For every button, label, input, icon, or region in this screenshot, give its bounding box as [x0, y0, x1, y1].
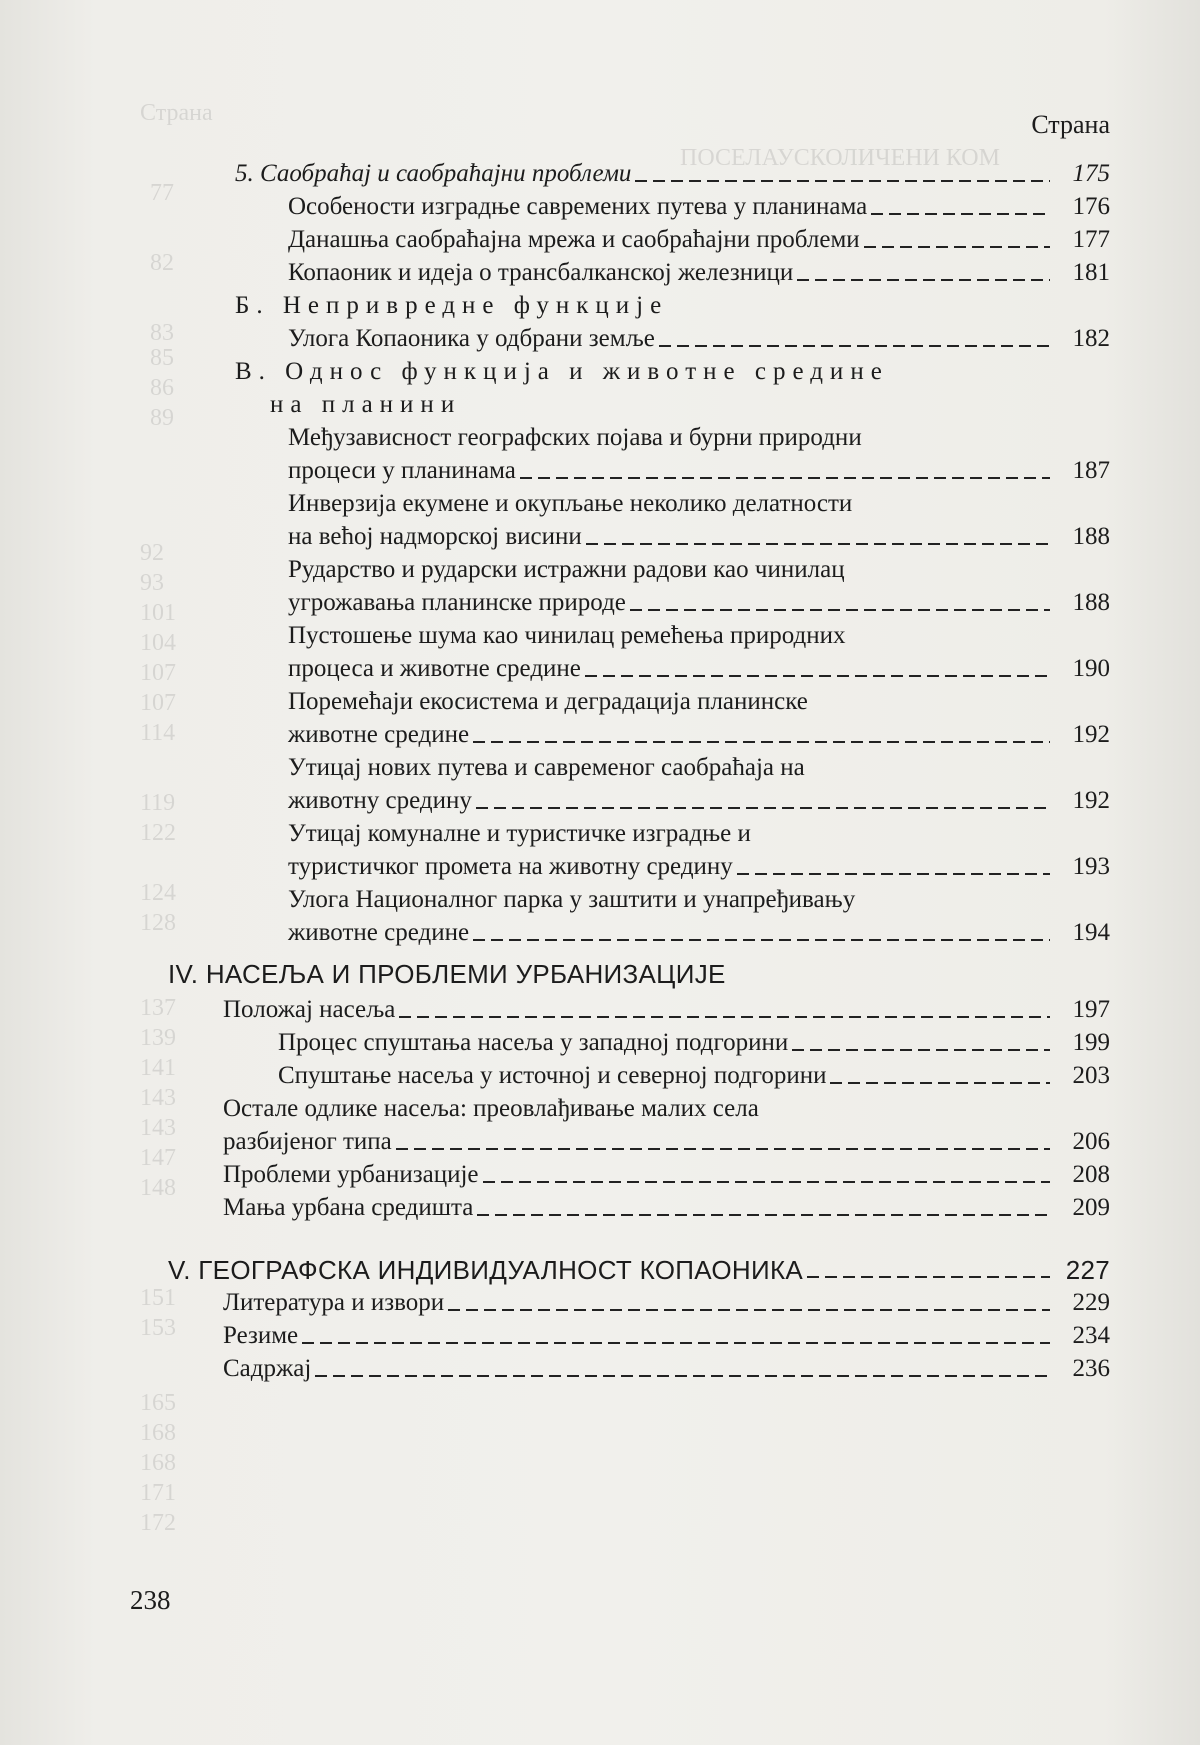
toc-entry: на већој надморској висини 188: [288, 523, 1110, 550]
toc-entry: туристичког промета на животну средину 193: [288, 853, 1110, 880]
toc-entry: 5. Саобраћај и саобраћајни проблеми 175: [235, 160, 1110, 187]
toc-entry: Спуштање насеља у источној и северној подгорини 203: [278, 1062, 1110, 1089]
toc-entry-line: Пустошење шума као чинилац ремећења природних: [288, 622, 846, 649]
toc-entry: Мања урбана средишта 209: [223, 1194, 1110, 1221]
toc-entry: Особености изградње савремених путева у планинама 176: [288, 193, 1110, 220]
toc-entry: Данашња саобраћајна мрежа и саобраћајни проблеми 177: [288, 226, 1110, 253]
toc-entry-line: Улога Националног парка у заштити и унапређивању: [288, 886, 856, 913]
toc-entry: угрожавања планинске природе 188: [288, 589, 1110, 616]
page-number: 238: [130, 1585, 171, 1615]
toc-entry: процеса и животне средине 190: [288, 655, 1110, 682]
bleed-through-text: Страна ПОСЕЛАУСКОЛИЧЕНИ КОМ 77 82 83 85 86 89 92 93 101 104 107 107 114 119 122 124 128 137 139 141 143 143 147 148 151 153 165 168 168 171 172: [140, 100, 1000, 1536]
toc-section-heading: Б. Непривредне функције: [235, 292, 669, 319]
toc-entry-line: Поремећаји екосистема и деградација планинске: [288, 688, 808, 715]
toc-entry: Проблеми урбанизације 208: [223, 1161, 1110, 1188]
toc-entry-line: Рударство и рударски истражни радови као чинилац: [288, 556, 845, 583]
toc-entry-line: Међузависност географских појава и бурни природни: [288, 424, 862, 451]
toc-entry: животну средину 192: [288, 787, 1110, 814]
toc-entry-line: Утицај нових путева и савременог саобраћаја на: [288, 754, 805, 781]
toc-entry-line: Утицај комуналне и туристичке изградње и: [288, 820, 751, 847]
toc-entry: Копаоник и идеја о трансбалканској железници 181: [288, 259, 1110, 286]
toc-entry-line: Инверзија екумене и окупљање неколико делатности: [288, 490, 853, 517]
toc-entry: Садржај 236: [223, 1355, 1110, 1382]
toc-entry: Положај насеља 197: [223, 996, 1110, 1023]
toc-entry: Литература и извори 229: [223, 1289, 1110, 1316]
toc-entry: Процес спуштања насеља у западној подгорини 199: [278, 1029, 1110, 1056]
toc-entry: животне средине 192: [288, 721, 1110, 748]
toc-entry: Улога Копаоника у одбрани земље 182: [288, 325, 1110, 352]
toc-entry: животне средине 194: [288, 919, 1110, 946]
toc-section-heading: В. Однос функција и животне средине: [235, 358, 889, 385]
toc-section-heading-cont: на планини: [270, 391, 462, 418]
toc-entry: разбијеног типа 206: [223, 1128, 1110, 1155]
toc-entry: Резиме 234: [223, 1322, 1110, 1349]
toc-entry-line: Остале одлике насеља: преовлађивање малих села: [223, 1095, 759, 1122]
toc-chapter-entry: V. ГЕОГРАФСКА ИНДИВИДУАЛНОСТ КОПАОНИКА 227: [168, 1255, 1110, 1285]
page-column-header: Страна: [1031, 110, 1110, 139]
toc-entry: процеси у планинама 187: [288, 457, 1110, 484]
toc-chapter-heading: IV. НАСЕЉА И ПРОБЛЕМИ УРБАНИЗАЦИЈЕ: [168, 959, 726, 989]
